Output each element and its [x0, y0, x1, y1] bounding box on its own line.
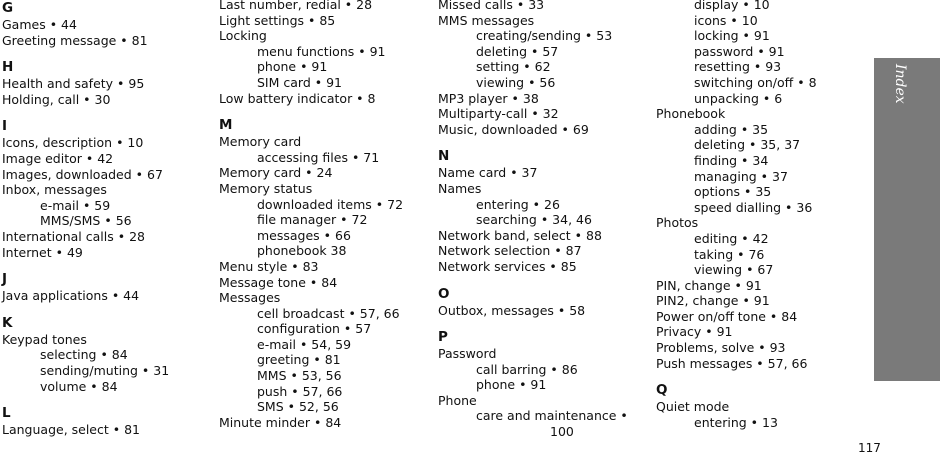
index-entry: Internet • 49 [2, 244, 83, 260]
index-letter-heading: I [2, 118, 8, 135]
index-subentry: push • 57, 66 [257, 383, 343, 399]
index-letter-heading: M [219, 117, 233, 134]
index-entry: Photos [656, 215, 699, 231]
index-subentry: viewing • 67 [694, 262, 774, 278]
index-column-1 [2, 0, 214, 438]
index-subentry: entering • 13 [694, 414, 778, 430]
index-subentry: downloaded items • 72 [257, 196, 404, 212]
index-subentry: deleting • 57 [476, 43, 559, 59]
index-entry: Phonebook [656, 106, 726, 122]
index-subentry: phonebook 38 [257, 243, 347, 259]
index-entry: PIN, change • 91 [656, 277, 762, 293]
index-entry: Memory card [219, 134, 302, 150]
index-subentry: editing • 42 [694, 230, 769, 246]
index-entry: Network band, select • 88 [438, 227, 602, 243]
index-entry: Network selection • 87 [438, 243, 582, 259]
index-subentry: taking • 76 [694, 246, 765, 262]
index-subentry: creating/sending • 53 [476, 28, 613, 44]
index-subentry: volume • 84 [40, 378, 118, 394]
index-subentry: greeting • 81 [257, 352, 341, 368]
index-subentry: switching on/off • 8 [694, 74, 817, 90]
index-entry: International calls • 28 [2, 228, 145, 244]
index-subentry: cell broadcast • 57, 66 [257, 305, 400, 321]
index-subentry: care and maintenance • [476, 408, 628, 424]
index-subentry: display • 10 [694, 0, 770, 12]
index-entry: Names [438, 180, 482, 196]
index-subentry: adding • 35 [694, 121, 769, 137]
index-entry: Network services • 85 [438, 258, 577, 274]
index-subentry: unpacking • 6 [694, 90, 783, 106]
index-subentry: call barring • 86 [476, 361, 578, 377]
index-subentry: locking • 91 [694, 28, 770, 44]
index-entry: Java applications • 44 [2, 288, 140, 304]
index-subentry: viewing • 56 [476, 74, 556, 90]
index-entry: Image editor • 42 [2, 150, 114, 166]
index-subentry: entering • 26 [476, 196, 560, 212]
index-entry: Holding, call • 30 [2, 91, 111, 107]
index-entry: Message tone • 84 [219, 274, 338, 290]
index-subentry: menu functions • 91 [257, 43, 386, 59]
index-entry: MP3 player • 38 [438, 90, 539, 106]
index-subentry: SIM card • 91 [257, 74, 342, 90]
index-subentry: configuration • 57 [257, 321, 372, 337]
index-subentry: options • 35 [694, 184, 772, 200]
index-subentry: sending/muting • 31 [40, 362, 170, 378]
index-subentry: password • 91 [694, 43, 785, 59]
index-entry: Problems, solve • 93 [656, 340, 786, 356]
index-entry: Locking [219, 28, 267, 44]
index-column-2 [219, 0, 431, 430]
index-column-3 [438, 0, 650, 440]
index-entry: Greeting message • 81 [2, 32, 148, 48]
index-letter-heading: H [2, 59, 14, 76]
index-entry-continuation: 100 [550, 424, 574, 440]
index-subentry: searching • 34, 46 [476, 212, 592, 228]
index-entry: Name card • 37 [438, 165, 538, 181]
index-entry: Multiparty-call • 32 [438, 106, 559, 122]
index-entry: Keypad tones [2, 331, 87, 347]
index-entry: Memory status [219, 180, 313, 196]
index-entry: Inbox, messages [2, 182, 107, 198]
index-subentry: phone • 91 [257, 59, 328, 75]
index-entry: Missed calls • 33 [438, 0, 545, 12]
index-entry: MMS messages [438, 12, 535, 28]
index-column-4 [656, 0, 868, 430]
index-subentry: e-mail • 59 [40, 197, 111, 213]
index-subentry: deleting • 35, 37 [694, 137, 801, 153]
index-entry: Messages [219, 290, 281, 306]
index-subentry: MMS • 53, 56 [257, 368, 342, 384]
index-entry: Language, select • 81 [2, 422, 141, 438]
index-entry: Health and safety • 95 [2, 76, 145, 92]
index-subentry: phone • 91 [476, 377, 547, 393]
index-entry: PIN2, change • 91 [656, 293, 770, 309]
index-entry: Light settings • 85 [219, 12, 336, 28]
index-entry: Last number, redial • 28 [219, 0, 373, 12]
index-entry: Push messages • 57, 66 [656, 355, 808, 371]
index-subentry: resetting • 93 [694, 59, 782, 75]
index-subentry: SMS • 52, 56 [257, 399, 339, 415]
index-entry: Low battery indicator • 8 [219, 90, 376, 106]
index-letter-heading: P [438, 329, 448, 346]
index-subentry: setting • 62 [476, 59, 551, 75]
index-letter-heading: N [438, 148, 450, 165]
index-letter-heading: J [2, 271, 8, 288]
index-subentry: messages • 66 [257, 227, 351, 243]
index-letter-heading: G [2, 0, 14, 16]
index-letter-heading: L [2, 405, 11, 422]
index-entry: Quiet mode [656, 399, 730, 415]
index-entry: Power on/off tone • 84 [656, 308, 798, 324]
index-subentry: e-mail • 54, 59 [257, 336, 352, 352]
index-subentry: finding • 34 [694, 152, 769, 168]
index-letter-heading: Q [656, 382, 668, 399]
index-entry: Privacy • 91 [656, 324, 733, 340]
index-subentry: speed dialling • 36 [694, 199, 813, 215]
index-letter-heading: O [438, 285, 450, 302]
index-entry: Password [438, 346, 497, 362]
index-subentry: managing • 37 [694, 168, 788, 184]
index-entry: Outbox, messages • 58 [438, 302, 586, 318]
index-subentry: accessing files • 71 [257, 149, 380, 165]
index-entry: Images, downloaded • 67 [2, 166, 163, 182]
index-entry: Music, downloaded • 69 [438, 121, 589, 137]
index-tab-label: Index [892, 64, 908, 104]
index-subentry: MMS/SMS • 56 [40, 213, 132, 229]
page-number: 117 [858, 441, 881, 455]
index-entry: Menu style • 83 [219, 258, 319, 274]
index-subentry: selecting • 84 [40, 347, 128, 363]
index-side-tab [874, 58, 940, 381]
index-subentry: file manager • 72 [257, 212, 368, 228]
index-entry: Icons, description • 10 [2, 135, 144, 151]
index-entry: Memory card • 24 [219, 165, 333, 181]
index-entry: Minute minder • 84 [219, 414, 342, 430]
index-entry: Games • 44 [2, 17, 77, 32]
index-subentry: icons • 10 [694, 12, 758, 28]
index-letter-heading: K [2, 314, 13, 331]
index-entry: Phone [438, 392, 477, 408]
